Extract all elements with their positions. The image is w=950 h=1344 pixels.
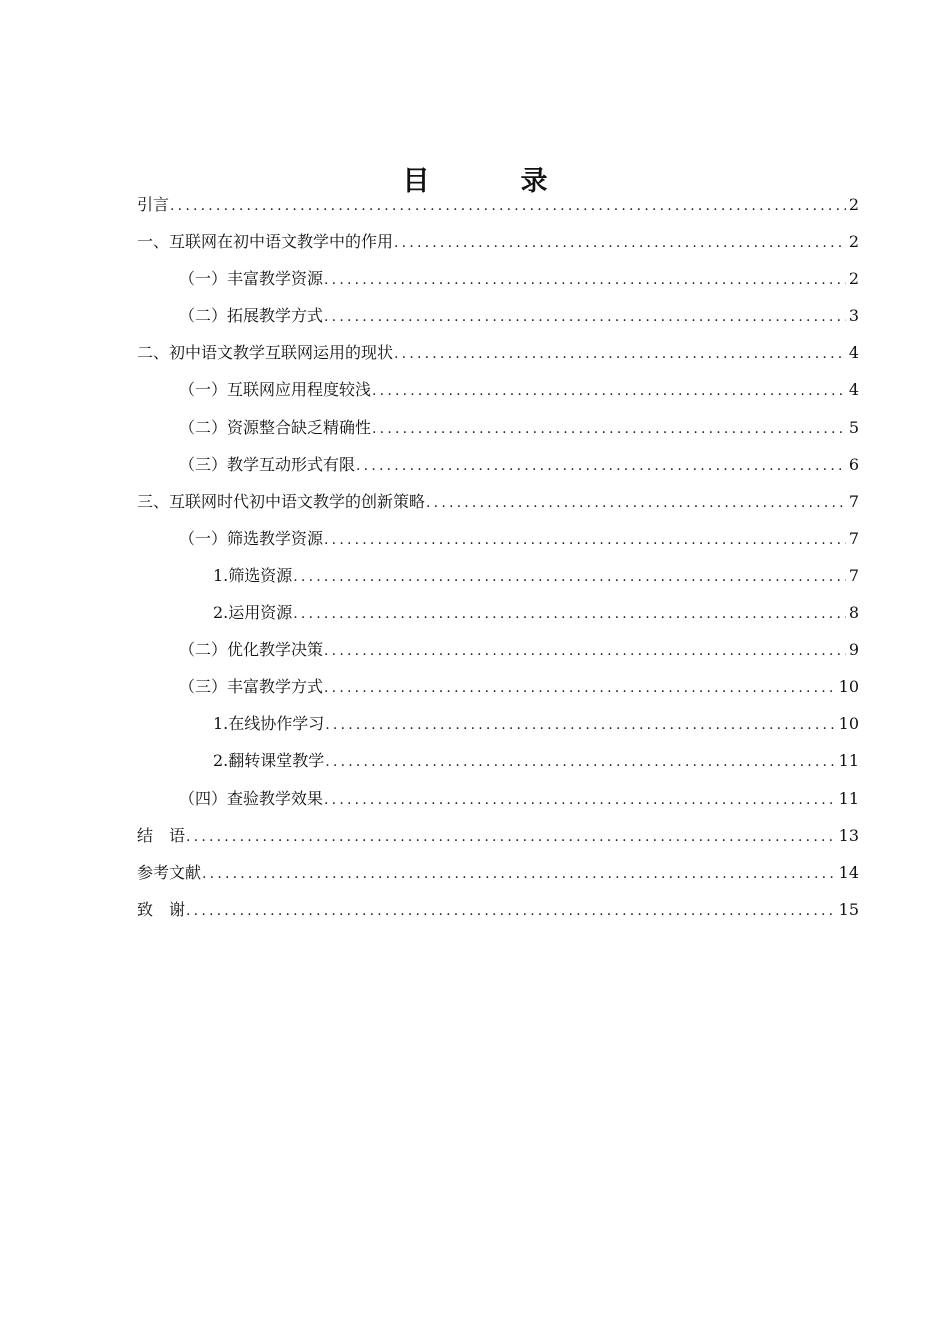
toc-title: 目 录 <box>402 166 580 198</box>
toc-dot-leader <box>293 559 846 596</box>
toc-entry-label: 1.筛选资源 <box>213 565 293 585</box>
toc-entry <box>137 409 859 446</box>
toc-dot-leader <box>325 707 835 744</box>
toc-entry-page-number: 7 <box>848 491 859 511</box>
toc-entry-label: 2.运用资源 <box>213 603 293 623</box>
toc-entry-page-number: 15 <box>838 899 859 919</box>
toc-entry-page-number: 5 <box>848 417 859 437</box>
toc-dot-leader <box>372 373 846 410</box>
toc-entry <box>137 520 859 557</box>
toc-entry-page-number: 4 <box>848 380 859 400</box>
toc-entry-page-number: 11 <box>838 751 859 771</box>
toc-entry-page-number: 13 <box>838 825 859 845</box>
toc-entry <box>137 483 859 520</box>
toc-entry <box>137 594 859 631</box>
toc-entry-page-number: 7 <box>848 528 859 548</box>
toc-entry <box>137 705 859 742</box>
toc-entry <box>137 334 859 371</box>
toc-dot-leader <box>324 299 846 336</box>
toc-entry-page-number: 6 <box>848 454 859 474</box>
toc-entry <box>137 668 859 705</box>
toc-dot-leader <box>324 782 836 819</box>
toc-entry-label: 1.在线协作学习 <box>213 714 325 734</box>
toc-dot-leader <box>324 522 846 559</box>
toc-entry-label: 结 语 <box>137 825 186 845</box>
toc-dot-leader <box>356 448 846 485</box>
toc-entry-label: 二、初中语文教学互联网运用的现状 <box>137 343 394 363</box>
toc-entry <box>137 780 859 817</box>
toc-entry-page-number: 2 <box>848 269 859 289</box>
toc-entry-page-number: 10 <box>838 677 859 697</box>
toc-entry-label: （二）拓展教学方式 <box>179 306 324 326</box>
table-of-contents <box>137 186 859 928</box>
toc-entry <box>137 186 859 223</box>
toc-dot-leader <box>394 336 846 373</box>
toc-entry <box>137 223 859 260</box>
toc-entry <box>137 371 859 408</box>
toc-dot-leader <box>324 633 846 670</box>
toc-entry-page-number: 11 <box>838 788 859 808</box>
toc-entry-label: （三）教学互动形式有限 <box>179 454 356 474</box>
toc-dot-leader <box>170 188 846 225</box>
toc-entry-page-number: 14 <box>838 862 859 882</box>
toc-entry <box>137 631 859 668</box>
toc-dot-leader <box>372 411 846 448</box>
toc-entry-label: 三、互联网时代初中语文教学的创新策略 <box>137 491 426 511</box>
toc-entry-page-number: 9 <box>848 640 859 660</box>
toc-entry <box>137 446 859 483</box>
toc-entry-page-number: 3 <box>848 306 859 326</box>
toc-entry-label: （一）筛选教学资源 <box>179 528 324 548</box>
toc-entry-label: 一、互联网在初中语文教学中的作用 <box>137 232 394 252</box>
toc-dot-leader <box>186 819 836 856</box>
toc-entry-label: 2.翻转课堂教学 <box>213 751 325 771</box>
toc-entry <box>137 817 859 854</box>
toc-entry-label: （一）互联网应用程度较浅 <box>179 380 372 400</box>
toc-entry-page-number: 8 <box>848 603 859 623</box>
toc-dot-leader <box>426 485 846 522</box>
toc-entry-label: （二）优化教学决策 <box>179 640 324 660</box>
toc-entry <box>137 742 859 779</box>
toc-entry-label: （三）丰富教学方式 <box>179 677 324 697</box>
toc-dot-leader <box>324 670 836 707</box>
toc-entry-label: （二）资源整合缺乏精确性 <box>179 417 372 437</box>
toc-entry-page-number: 2 <box>848 195 859 214</box>
toc-dot-leader <box>324 262 846 299</box>
toc-entry-page-number: 7 <box>848 565 859 585</box>
toc-dot-leader <box>325 744 835 781</box>
toc-entry <box>137 854 859 891</box>
toc-entry <box>137 297 859 334</box>
toc-entry-label: 致 谢 <box>137 899 186 919</box>
toc-entry-label: （四）查验教学效果 <box>179 788 324 808</box>
toc-entry <box>137 891 859 928</box>
toc-entry <box>137 557 859 594</box>
toc-entry-label: 参考文献 <box>137 862 202 882</box>
toc-dot-leader <box>293 596 846 633</box>
toc-entry-label: 引言 <box>137 195 170 214</box>
toc-dot-leader <box>186 893 836 930</box>
toc-entry <box>137 260 859 297</box>
toc-entry-page-number: 4 <box>848 343 859 363</box>
toc-entry-label: （一）丰富教学资源 <box>179 269 324 289</box>
toc-dot-leader <box>394 225 846 262</box>
toc-dot-leader <box>202 856 836 893</box>
toc-entry-page-number: 10 <box>838 714 859 734</box>
toc-entry-page-number: 2 <box>848 232 859 252</box>
